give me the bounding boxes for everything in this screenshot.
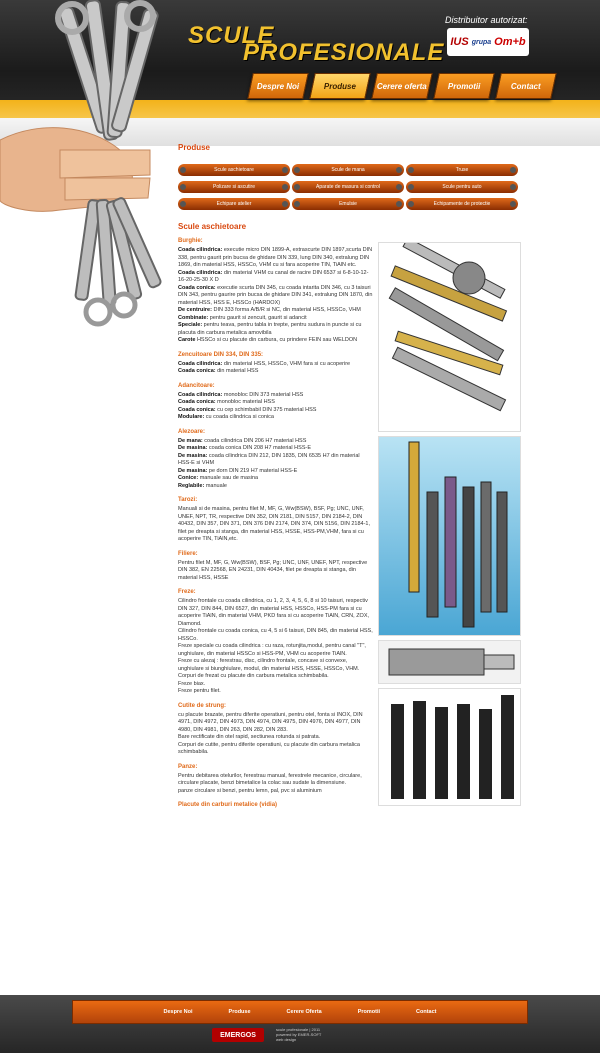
description-line: cu placute brazate, pentru diferite operatiuni, pentru otel, fonta si INOX, DIN 4971, DIN 4972, DIN 4973, DIN 4974, DIN 4975, DIN 4976, DIN 4977, DIN 4980, DIN 4981, DIN 263, DIN 282, DIN 283.	[178, 711, 363, 733]
description-line: Speciale: pentru teava, pentru tabla in trepte, pentru sudura in puncte si cu placuta din carbura metalica amovibila	[178, 322, 362, 336]
nav-despre-noi[interactable]: Despre Noi	[247, 73, 309, 99]
block-title: Zencuitoare DIN 334, DIN 335:	[178, 351, 264, 358]
footer-logo[interactable]: EMERGOS	[212, 1028, 264, 1042]
category-grid	[178, 164, 522, 210]
description-line: Pentru debitarea otelurilor, ferestrau manual, ferestrele mecanice, circulare, circulare placate, benzi bimetalice la colac sau sudate la dimensiune.	[178, 772, 362, 786]
description-line: Freze cu alezaj : ferestrau, disc, cilindro frontale, concave si convexe, unghiulare si biunghiulare, modul, din material HSS, HSSE, HSSCo, VHM.	[178, 658, 360, 672]
description-line: Bare rectificate din otel rapid, sectiunea rotunda si patrata.	[178, 734, 321, 740]
description-line: Freze speciale cu coada cilindrica : cu raza, rotunjita,modul, pentru canal "T", unghiulare, din material HSSCo si HSS-PM, VHM cu acoperire TiAlN.	[178, 643, 366, 657]
footer-credits: scule profesionale | 2011 powered by EMER-SOFT web design	[276, 1027, 322, 1042]
description-line: panze circulare si benzi, pentru lemn, pal, pvc si aluminium	[178, 787, 322, 794]
category-button[interactable]: Scule pentru auto	[406, 181, 518, 193]
description-line: De masina: coada cilindrica DIN 212, DIN 1835, DIN 6535 H7 din material HSS-E si VHM	[178, 452, 360, 466]
distributor-logo[interactable]: IUS grupa Om+b	[447, 28, 529, 56]
main-nav	[250, 73, 554, 99]
description-line: Carote HSSCo si cu placute din carbura, cu prindere FEIN sau WELDON	[178, 337, 358, 343]
category-button[interactable]: Aparate de masura si control	[292, 181, 404, 193]
block-title: Freze:	[178, 589, 196, 595]
description-line: Coada conica: executie scurta DIN 345, cu coada intarita DIN 346, cu 3 taisuri DIN 343, pentru gaurire prin bucsa de ghidare DIN 341, extralung DIN 1870, din material HSS, HSS E, HSSCo (HARDOX)	[178, 284, 373, 306]
description-line: Modulare: cu coada cilindrica si conica	[178, 414, 274, 420]
footer-link-contact[interactable]: Contact	[416, 1009, 437, 1015]
footer-nav	[72, 1000, 528, 1024]
block-title: Placute din carburi metalice (vidia)	[178, 802, 278, 808]
description-line: Freze pentru filet.	[178, 688, 221, 694]
description-line: Coada cilindrica: monobloc DIN 373 material HSS	[178, 391, 304, 398]
description-line: Combinate: pentru gaurit si zencuit, gaurit si adancit	[178, 314, 307, 321]
block-title: Burghie:	[178, 238, 203, 244]
description-line: Coada cilindrica: din material VHM cu canal de racire DIN 6537 si 6-8-10-12-16-20-25-30 X D	[178, 269, 369, 283]
description-line: Freze biax.	[178, 680, 206, 687]
description-line: Corpuri de cutite, pentru diferite operatiuni, cu placute din carbura metalica schimbabila.	[178, 741, 360, 755]
description-line: De masina: pe dorn DIN 219 H7 material HSS-E	[178, 467, 298, 474]
nav-contact[interactable]: Contact	[495, 73, 557, 99]
category-button[interactable]: Polizare si ascutire	[178, 181, 290, 193]
logo-line1: SCULE	[188, 22, 275, 49]
description-line: Coada conica: din material HSS	[178, 368, 259, 374]
category-button[interactable]: Emulsie	[292, 198, 404, 210]
lathe-tools-image	[378, 688, 521, 806]
block-title: Tarozi:	[178, 497, 198, 503]
category-button[interactable]: Echipamente de protectie	[406, 198, 518, 210]
section-title: Produse	[178, 143, 211, 152]
description-line: Conice: manuale sau de masina	[178, 475, 259, 481]
description-line: Coada cilindrica: executie micro DIN 1899-A, extrascurte DIN 1897,scurta DIN 338, pentru gaurit prin bucsa de ghidare DIN 339, lung DIN 340, extralung DIN 1869, din material HSS, HSSCo, VHM cu si fara acoperire TIN, TiAlN etc.	[178, 247, 373, 268]
category-button[interactable]: Echipare atelier	[178, 198, 290, 210]
category-button[interactable]: Truse	[406, 164, 518, 176]
description-line: Reglabile: manuale	[178, 482, 227, 489]
description-line: Pentru filet M, MF, G, Ww(BSW), BSF, Pg; UNC, UNF, UNEF, NPT, respective DIN 382, EN 22568, EN 24231, DIN 40434, filet pe dreapta si stanga, din material HSS, HSSE	[178, 559, 368, 581]
block-title: Alezoare:	[178, 428, 206, 435]
description-line: De mana: coada cilindrica DIN 206 H7 material HSS	[178, 437, 307, 444]
footer-link-promotii[interactable]: Promotii	[357, 1009, 381, 1015]
description-line: De centruire: DIN 333 forma A/B/R si NC, din material HSS, HSSCo, VHM	[178, 307, 361, 313]
description-line: Coada conica: cu cep schimbabil DIN 375 material HSS	[178, 406, 317, 413]
block-title: Panze:	[178, 763, 198, 770]
block-title: Adancitoare:	[178, 382, 215, 389]
description-line: Coada cilindrica: din material HSS, HSSCo, VHM fara si cu acoperire	[178, 360, 351, 367]
description-line: Coada conica: monobloc material HSS	[178, 399, 275, 405]
description-line: Corpuri de frezat cu placute din carbura metalica schimbabila.	[178, 673, 329, 679]
description-line: De masina: coada conica DIN 208 H7 material HSS-E	[178, 445, 311, 451]
drills-image	[378, 242, 521, 432]
hand-wrenches-image	[0, 0, 190, 330]
block-title: Cutite de strung:	[178, 702, 226, 709]
category-button[interactable]: Scule de mana	[292, 164, 404, 176]
block-title: Filiere:	[178, 550, 198, 557]
product-images	[378, 242, 521, 810]
product-description	[178, 238, 373, 808]
description-line: Manuali si de masina, pentru filet M, MF, G, Ww(BSW), BSF, Pg; UNC, UNF, UNEF, NPT, TR, respective DIN 352, DIN 2181, DIN 5157, DIN 2184-2, DIN 40432, DIN 357, DIN 371, DIN 376 DIN 2174, DIN 374, DIN 5156, DIN 2184-1, filet pe dreapta si stanga, din material HSS, HSSE, HSS-PM,VHM, fara si cu acoperire TIN, TiAlN,etc.	[178, 506, 370, 542]
description-line: Cilindro frontale cu coada conica, cu 4, 5 si 6 taisuri, DIN 845, din material HSS, HSSCo.	[178, 628, 373, 642]
logo-line2: PROFESIONALE	[243, 39, 445, 66]
main-content	[178, 140, 522, 811]
description-line: Cilindro frontale cu coada cilindrica, cu 1, 2, 3, 4, 5, 6, 8 si 10 taisuri, respectiv DIN 327, DIN 844, DIN 6527, din material HSS, HSSCo, HSS-PM fara si cu acoperire TiAlN, din material VHM, PKD fara si cu acoperire TiAlN, CRN, ZOX, Diamond.	[178, 598, 370, 627]
nav-promotii[interactable]: Promotii	[433, 73, 495, 99]
subsection-title: Scule aschietoare	[178, 222, 247, 231]
nav-produse[interactable]: Produse	[309, 73, 371, 99]
nav-cerere-oferta[interactable]: Cerere oferta	[371, 73, 433, 99]
core-drill-image	[378, 640, 521, 684]
footer-link-cerere-oferta[interactable]: Cerere Oferta	[286, 1009, 322, 1015]
footer-link-produse[interactable]: Produse	[228, 1009, 251, 1015]
distributor-label: Distribuitor autorizat:	[445, 15, 528, 25]
footer-link-despre-noi[interactable]: Despre Noi	[163, 1009, 193, 1015]
category-button[interactable]: Scule aschietoare	[178, 164, 290, 176]
end-mills-image	[378, 436, 521, 636]
